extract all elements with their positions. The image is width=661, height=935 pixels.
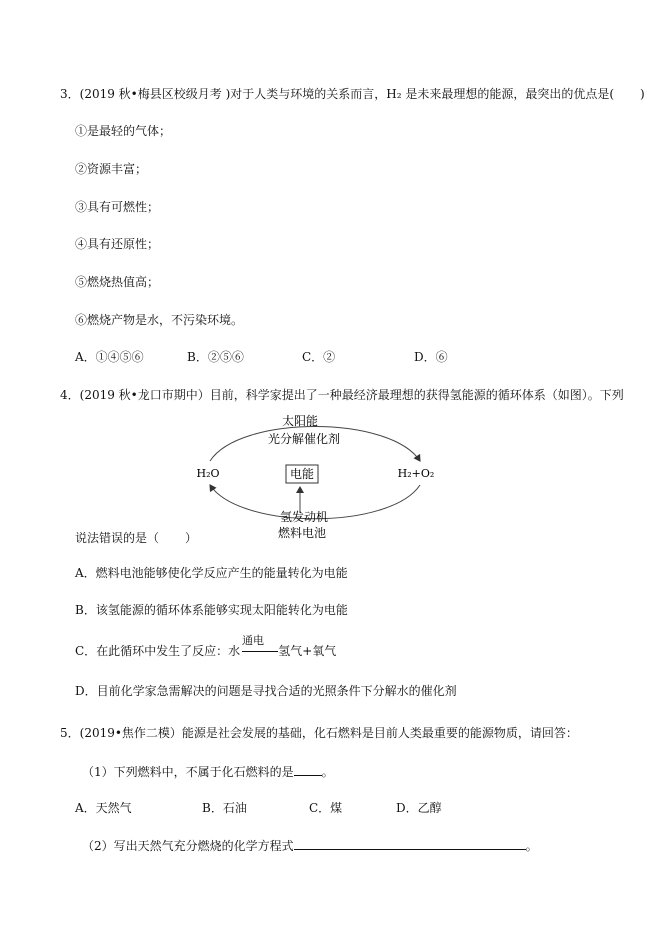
- right-node: H₂+O₂: [397, 467, 435, 480]
- q3-item-1: ①是最轻的气体；: [75, 124, 172, 138]
- q3-option-c: C．②: [302, 350, 336, 364]
- q3-option-b: B．②⑤⑥: [187, 350, 244, 364]
- q3-option-a: A．①④⑤⑥: [75, 350, 144, 364]
- q4-stem-cont: 说法错误的是（ ）: [75, 531, 198, 545]
- q4-option-a: A．燃料电池能够使化学反应产生的能量转化为电能: [75, 566, 348, 580]
- q3-item-3: ③具有可燃性；: [75, 200, 160, 214]
- q3-item-2: ②资源丰富；: [75, 162, 148, 176]
- top-label-2: 光分解催化剂: [267, 432, 341, 446]
- q4-option-c: C．在此循环中发生了反应：水 氢气+氧气: [75, 644, 337, 658]
- q4-option-b: B．该氢能源的循环体系能够实现太阳能转化为电能: [75, 603, 348, 617]
- q5-option-c: C．煤: [309, 801, 343, 815]
- hydrogen-cycle-diagram: [180, 405, 450, 540]
- q5-sub2: （2）写出天然气充分燃烧的化学方程式 。: [82, 839, 538, 853]
- q3-option-d: D．⑥: [414, 350, 448, 364]
- left-node: H₂O: [196, 467, 220, 480]
- top-label-1: 太阳能: [281, 414, 319, 428]
- bottom-label-2: 燃料电池: [277, 526, 327, 540]
- q5-stem: 5．(2019•焦作二模）能源是社会发展的基础，化石燃料是目前人类最重要的能源物质，请回答：: [60, 726, 578, 740]
- q3-item-5: ⑤燃烧热值高；: [75, 275, 160, 289]
- center-box-label: 电能: [289, 467, 315, 481]
- q4-stem: 4．(2019 秋•龙口市期中）目前，科学家提出了一种最经济最理想的获得氢能源的循环体系（如图）。下列: [60, 388, 624, 402]
- q3-item-6: ⑥燃烧产物是水，不污染环境。: [75, 313, 244, 327]
- q5-option-b: B．石油: [202, 801, 247, 815]
- q5-sub1: （1）下列燃料中，不属于化石燃料的是 。: [82, 765, 334, 779]
- q4-option-d: D．目前化学家急需解决的问题是寻找合适的光照条件下分解水的催化剂: [75, 684, 457, 698]
- q3-item-4: ④具有还原性；: [75, 237, 160, 251]
- bottom-label-1: 氢发动机: [279, 510, 329, 524]
- q5-option-a: A．天然气: [75, 801, 132, 815]
- reaction-arrow-line: [242, 651, 278, 652]
- q4-option-c-condition: 通电: [242, 634, 264, 647]
- q3-stem: 3．(2019 秋•梅县区校级月考 )对于人类与环境的关系而言，H₂ 是未来最理想的能源，最突出的优点是( ): [60, 87, 645, 101]
- q5-option-d: D．乙醇: [396, 801, 442, 815]
